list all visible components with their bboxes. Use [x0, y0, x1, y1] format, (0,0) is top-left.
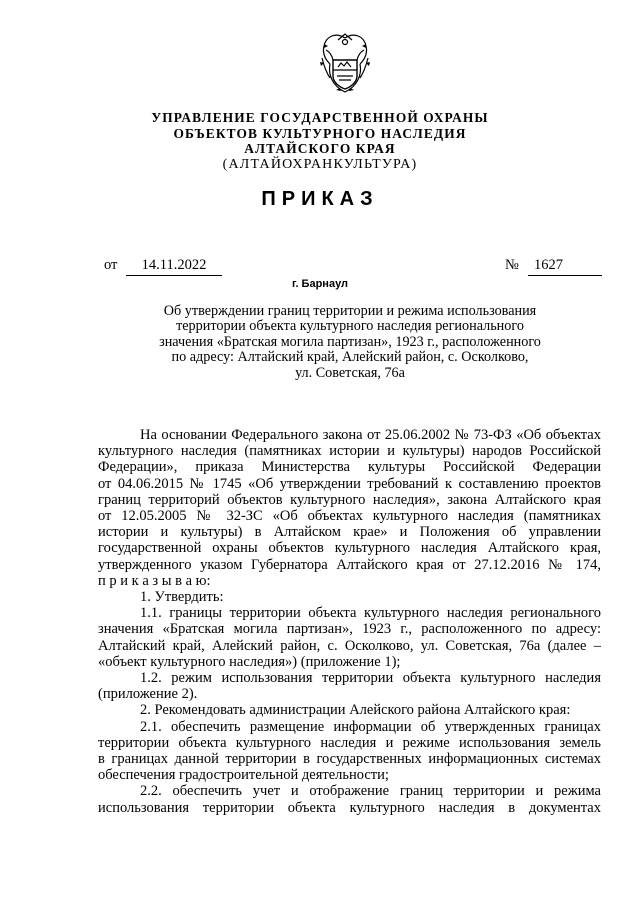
body-line: «объект культурного наследия») (приложение 1);	[98, 653, 401, 670]
subject-line: Об утверждении границ территории и режима использования	[163, 303, 537, 319]
document-number: 1627	[528, 257, 602, 276]
body-line: обеспечения градостроительной деятельности;	[98, 767, 389, 784]
document-body	[98, 427, 601, 816]
body-line: Федерации», приказа Министерства культуры Российской Федерации	[98, 459, 601, 476]
subject-line: ул. Советская, 76а	[295, 364, 405, 381]
body-line: истории и культуры) в Алтайском крае» и Положения об управлении	[98, 524, 601, 541]
body-line: 1.1. границы территории объекта культурного наследия регионального	[140, 605, 601, 622]
body-line: 2.2. обеспечить учет и отображение границ территории и режима	[140, 783, 601, 800]
subject-line: по адресу: Алтайский край, Алейский район, с. Осколково,	[171, 349, 529, 366]
body-line: 1. Утвердить:	[140, 589, 224, 606]
body-line: п р и к а з ы в а ю:	[98, 572, 211, 589]
body-line: 2.1. обеспечить размещение информации об утвержденных границах	[140, 718, 601, 735]
body-line: (приложение 2).	[98, 686, 198, 703]
number-prefix: №	[505, 257, 519, 273]
date-prefix: от	[104, 257, 118, 273]
agency-abbreviation: (АЛТАЙОХРАНКУЛЬТУРА)	[222, 156, 418, 172]
document-type-title: ПРИКАЗ	[261, 188, 379, 210]
document-date: 14.11.2022	[126, 257, 222, 276]
agency-line-3: АЛТАЙСКОГО КРАЯ	[244, 141, 396, 157]
agency-line-1: УПРАВЛЕНИЕ ГОСУДАРСТВЕННОЙ ОХРАНЫ	[151, 110, 489, 125]
body-line: от 12.05.2005 № 32-ЗС «Об объектах культурного наследия (памятниках	[98, 508, 601, 525]
coat-of-arms-emblem	[316, 30, 374, 98]
document-subject	[140, 304, 560, 381]
body-line: 2. Рекомендовать администрации Алейского района Алтайского края:	[140, 702, 571, 719]
body-line: утвержденного указом Губернатора Алтайского края от 27.12.2016 № 174,	[98, 556, 601, 573]
body-line: границ территорий объектов культурного наследия», закона Алтайского края	[98, 491, 601, 508]
body-line: культурного наследия (памятниках истории и культуры) народов Российской	[98, 443, 601, 460]
body-line: от 04.06.2015 № 1745 «Об утверждении требований к составлению проектов	[98, 475, 601, 492]
body-line: территории объекта культурного наследия и режиме использования земель	[98, 734, 601, 751]
body-line: в границах данной территории в государственных информационных системах	[98, 751, 601, 768]
body-line: значения «Братская могила партизан», 1923 г., расположенного по адресу:	[98, 621, 601, 638]
agency-header	[0, 110, 640, 173]
body-line: использования территории объекта культурного наследия в документах	[98, 799, 601, 816]
body-line: На основании Федерального закона от 25.06.2002 № 73-ФЗ «Об объектах	[140, 427, 601, 443]
body-line: Алтайский край, Алейский район, с. Осколково, ул. Советская, 76а (далее –	[98, 637, 601, 654]
subject-line: территории объекта культурного наследия регионального	[176, 318, 524, 335]
agency-line-2: ОБЪЕКТОВ КУЛЬТУРНОГО НАСЛЕДИЯ	[173, 125, 467, 141]
body-line: государственной охраны объектов культурного наследия Алтайского края,	[98, 540, 601, 557]
city-of-issue: г. Барнаул	[291, 278, 349, 290]
subject-line: значения «Братская могила партизан», 1923 г., расположенного	[159, 333, 541, 350]
body-line: 1.2. режим использования территории объекта культурного наследия	[140, 670, 601, 687]
